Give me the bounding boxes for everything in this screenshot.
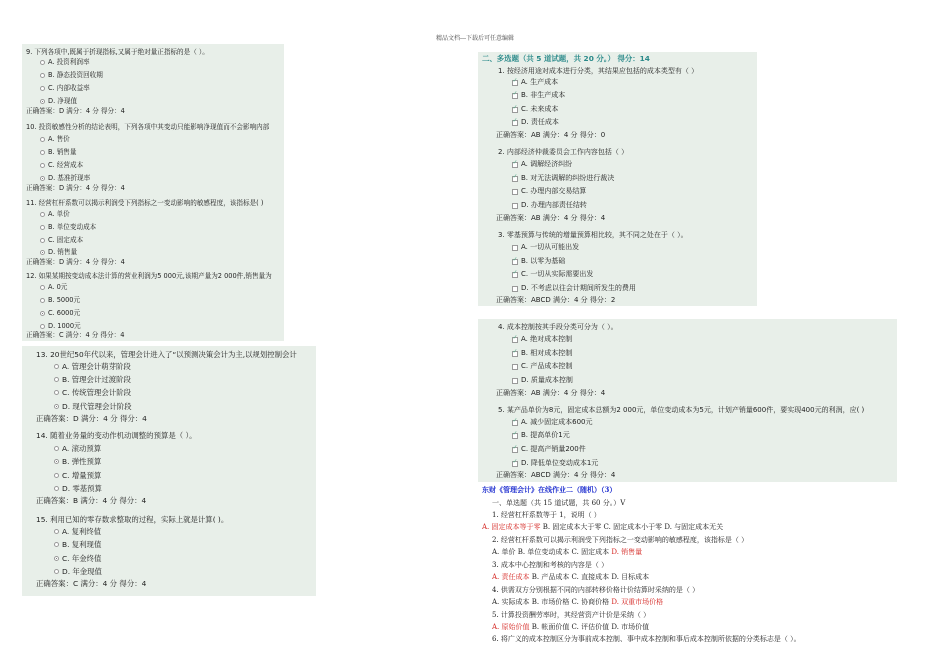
doc-line: A. 原始价值 B. 帐面价值 C. 评估价值 D. 市场价值 <box>492 623 650 631</box>
answer-line: 正确答案：ABCD 满分：4 分 得分：2 <box>496 296 616 304</box>
option[interactable]: B. 管理会计过渡阶段 <box>54 376 131 383</box>
option[interactable]: C. 产品成本控制 <box>512 363 572 370</box>
option[interactable]: A. 投资利润率 <box>40 59 90 66</box>
radio-icon[interactable] <box>54 569 59 574</box>
radio-icon[interactable] <box>54 364 59 369</box>
option[interactable]: ✓ A. 绝对成本控制 <box>512 336 572 343</box>
option[interactable]: C. 经营成本 <box>40 162 83 169</box>
option[interactable]: D. 不考虑以往会计期间所发生的费用 <box>512 285 636 292</box>
option[interactable]: C. 6000元 <box>40 310 80 317</box>
option[interactable]: D. 质量成本控制 <box>512 377 573 384</box>
option[interactable]: C. 增量预算 <box>54 472 101 479</box>
question-5: 5. 某产品单价为8元，固定成本总额为2 000元，单位变动成本为5元，计划产销量600件，要实现400元的利润，应( ) <box>498 406 865 414</box>
answer-line: 正确答案：D 满分：4 分 得分：4 <box>36 414 147 423</box>
question-14: 14. 随着业务量的变动作机动调整的预算是（ ）。 <box>36 431 197 440</box>
question-2: 2. 内部经济仲裁委员会工作内容包括（ ） <box>498 148 629 156</box>
radio-icon[interactable] <box>40 238 45 243</box>
option[interactable]: D. 现代管理会计阶段 <box>54 403 132 410</box>
radio-icon[interactable] <box>40 298 45 303</box>
checkbox-icon[interactable] <box>512 189 518 195</box>
doc-line: 4. 供需双方分别根据不同的内部转移价格计价结算时采纳的是（ ） <box>492 586 700 594</box>
checkbox-icon[interactable] <box>512 461 518 467</box>
option[interactable]: A. 单价 <box>40 211 70 218</box>
question-15: 15. 利用已知的零存数求整取的过程，实际上就是计算( )。 <box>36 515 229 524</box>
question-4: 4. 成本控制按其手段分类可分为（ ）。 <box>498 323 618 331</box>
option[interactable]: D. 销售量 <box>40 249 77 256</box>
checkbox-icon[interactable] <box>512 351 518 357</box>
checkbox-icon[interactable] <box>512 176 518 182</box>
option[interactable]: B. 5000元 <box>40 297 80 304</box>
doc-section: 一、单选题（共 15 道试题，共 60 分。）V <box>492 499 626 507</box>
radio-icon[interactable] <box>54 486 59 491</box>
radio-icon[interactable] <box>40 324 45 329</box>
question-12: 12. 如果某期按变动成本法计算的营业利润为5 000元,该期产量为2 000件,销售量为 <box>26 272 272 280</box>
checkbox-icon[interactable] <box>512 272 518 278</box>
checkbox-icon[interactable] <box>512 245 518 251</box>
option[interactable]: D. 办理内部责任结转 <box>512 202 587 209</box>
radio-icon[interactable] <box>40 60 45 65</box>
option[interactable]: B. 复利现值 <box>54 541 101 548</box>
answer-line: 正确答案：D 满分：4 分 得分：4 <box>26 258 125 266</box>
question-13: 13. 20世纪50年代以来，管理会计进入了“以预测决策会计为主,以规划控制会计 <box>36 350 297 359</box>
option[interactable]: C. 办理内部交易结算 <box>512 188 586 195</box>
radio-icon[interactable] <box>40 212 45 217</box>
option[interactable]: B. 销售量 <box>40 149 77 156</box>
option[interactable]: A. 复利终值 <box>54 528 101 535</box>
radio-icon[interactable] <box>54 377 59 382</box>
radio-icon[interactable] <box>54 529 59 534</box>
doc-title: 东财《管理会计》在线作业二（随机）（3） <box>482 485 617 494</box>
radio-icon[interactable] <box>54 446 59 451</box>
option[interactable]: A. 管理会计萌芽阶段 <box>54 363 131 370</box>
option[interactable]: A. 一切从可能出发 <box>512 244 579 251</box>
radio-icon[interactable] <box>40 311 45 316</box>
doc-line: A. 实际成本 B. 市场价格 C. 协商价格 D. 双重市场价格 <box>492 598 664 606</box>
answer-line: 正确答案：ABCD 满分：4 分 得分：4 <box>496 471 616 479</box>
checkbox-icon[interactable] <box>512 93 518 99</box>
question-9: 9. 下列各项中,既属于折现指标,又属于绝对量正指标的是（ ）。 <box>26 48 209 56</box>
checkbox-icon[interactable] <box>512 80 518 86</box>
checkbox-icon[interactable] <box>512 433 518 439</box>
doc-line: A. 责任成本 B. 产品成本 C. 直接成本 D. 目标成本 <box>492 573 650 581</box>
checkbox-icon[interactable] <box>512 378 518 384</box>
radio-icon[interactable] <box>54 556 59 561</box>
page-header: 精品文档---下载后可任意编辑 <box>435 35 515 42</box>
doc-line: 3. 成本中心控制和考核的内容是（ ） <box>492 561 609 569</box>
option[interactable]: D. 零基预算 <box>54 485 102 492</box>
answer-line: 正确答案：AB 满分：4 分 得分：0 <box>496 131 606 139</box>
option[interactable]: C. 固定成本 <box>40 237 83 244</box>
option[interactable]: B. 单位变动成本 <box>40 224 96 231</box>
option[interactable]: D. 净现值 <box>40 98 77 105</box>
radio-icon[interactable] <box>40 150 45 155</box>
question-11: 11. 经营杠杆系数可以揭示利润受下列指标之一变动影响的敏感程度，该指标是( ) <box>26 199 264 207</box>
right-panel-b <box>478 319 897 482</box>
radio-icon[interactable] <box>40 176 45 181</box>
question-10: 10. 投资敏感性分析的结论表明，下列各项中其变动只能影响净现值而不会影响内部 <box>26 123 270 131</box>
option[interactable]: ✓ B. 提高单价1元 <box>512 432 570 439</box>
radio-icon[interactable] <box>54 390 59 395</box>
checkbox-icon[interactable] <box>512 337 518 343</box>
answer-line: 正确答案：AB 满分：4 分 得分：4 <box>496 214 606 222</box>
option[interactable]: ✓ C. 提高产销量200件 <box>512 446 586 453</box>
checkbox-icon[interactable] <box>512 364 518 370</box>
checkbox-icon[interactable] <box>512 447 518 453</box>
answer-line: 正确答案：D 满分：4 分 得分：4 <box>26 184 125 192</box>
answer-line: 正确答案：C 满分：4 分 得分：4 <box>26 331 125 339</box>
answer-line: 正确答案：C 满分：4 分 得分：4 <box>36 579 147 588</box>
radio-icon[interactable] <box>40 99 45 104</box>
checkbox-icon[interactable] <box>512 120 518 126</box>
doc-line: 6. 将广义的成本控制区分为事前成本控制、事中成本控制和事后成本控制所依据的分类标志是（ ）。 <box>492 635 801 643</box>
option[interactable]: ✓ C. 未来成本 <box>512 106 558 113</box>
option[interactable]: A. 售价 <box>40 136 70 143</box>
doc-line: A. 单价 B. 单位变动成本 C. 固定成本 D. 销售量 <box>492 548 643 556</box>
option[interactable]: ✓ A. 生产成本 <box>512 79 558 86</box>
option[interactable]: B. 静态投资回收期 <box>40 72 103 79</box>
option[interactable]: C. 传统管理会计阶段 <box>54 389 131 396</box>
radio-icon[interactable] <box>54 542 59 547</box>
option[interactable]: ✓ B. 对无法调解的纠纷进行裁决 <box>512 175 614 182</box>
radio-icon[interactable] <box>40 86 45 91</box>
option[interactable]: ✓ B. 非生产成本 <box>512 92 565 99</box>
radio-icon[interactable] <box>40 137 45 142</box>
option[interactable]: B. 弹性预算 <box>54 458 101 465</box>
radio-icon[interactable] <box>40 225 45 230</box>
option[interactable]: D. 基准折现率 <box>40 175 90 182</box>
left-panel-a <box>22 44 284 341</box>
option[interactable]: ✓ B. 相对成本控制 <box>512 350 572 357</box>
option[interactable]: ✓ D. 责任成本 <box>512 119 559 126</box>
doc-line: 2. 经营杠杆系数可以揭示利润受下列指标之一变动影响的敏感程度，该指标是（ ） <box>492 536 749 544</box>
answer-line: 正确答案：B 满分：4 分 得分：4 <box>36 496 147 505</box>
answer-line: 正确答案：D 满分：4 分 得分：4 <box>26 107 125 115</box>
radio-icon[interactable] <box>54 459 59 464</box>
left-panel-b <box>22 346 316 596</box>
option[interactable]: ✓ A. 调解经济纠纷 <box>512 161 572 168</box>
question-1: 1. 按经济用途对成本进行分类，其结果应包括的成本类型有（ ） <box>498 67 699 75</box>
option[interactable]: A. 滚动预算 <box>54 445 101 452</box>
radio-icon[interactable] <box>40 250 45 255</box>
checkbox-icon[interactable] <box>512 259 518 265</box>
option[interactable]: C. 年金终值 <box>54 555 101 562</box>
section-title: 二、多选题（共 5 道试题，共 20 分。） 得分：14 <box>482 54 650 63</box>
answer-line: 正确答案：AB 满分：4 分 得分：4 <box>496 389 606 397</box>
radio-icon[interactable] <box>54 404 59 409</box>
checkbox-icon[interactable] <box>512 286 518 292</box>
checkbox-icon[interactable] <box>512 107 518 113</box>
radio-icon[interactable] <box>40 73 45 78</box>
checkbox-icon[interactable] <box>512 162 518 168</box>
doc-line: 1. 经营杠杆系数等于 1，说明（ ） <box>492 511 601 519</box>
radio-icon[interactable] <box>54 473 59 478</box>
option[interactable]: C. 内部收益率 <box>40 85 90 92</box>
radio-icon[interactable] <box>40 163 45 168</box>
option[interactable]: ✓ D. 降低单位变动成本1元 <box>512 460 598 467</box>
option[interactable]: D. 年金现值 <box>54 568 102 575</box>
checkbox-icon[interactable] <box>512 203 518 209</box>
checkbox-icon[interactable] <box>512 420 518 426</box>
radio-icon[interactable] <box>40 285 45 290</box>
option[interactable]: ✓ C. 一切从实际需要出发 <box>512 271 593 278</box>
option[interactable]: A. 0元 <box>40 284 67 291</box>
question-3: 3. 零基预算与传统的增量预算相比较，其不同之处在于（ ）。 <box>498 231 688 239</box>
option[interactable]: D. 1000元 <box>40 323 81 330</box>
right-panel-a <box>478 52 757 306</box>
doc-line: 5. 计算投资酬劳率时，其经营资产计价是采纳（ ） <box>492 611 651 619</box>
option[interactable]: ✓ B. 以零为基础 <box>512 258 565 265</box>
doc-line: A. 固定成本等于零 B. 固定成本大于零 C. 固定成本小于零 D. 与固定成本无关 <box>482 523 724 531</box>
option[interactable]: ✓ A. 减少固定成本600元 <box>512 419 592 426</box>
